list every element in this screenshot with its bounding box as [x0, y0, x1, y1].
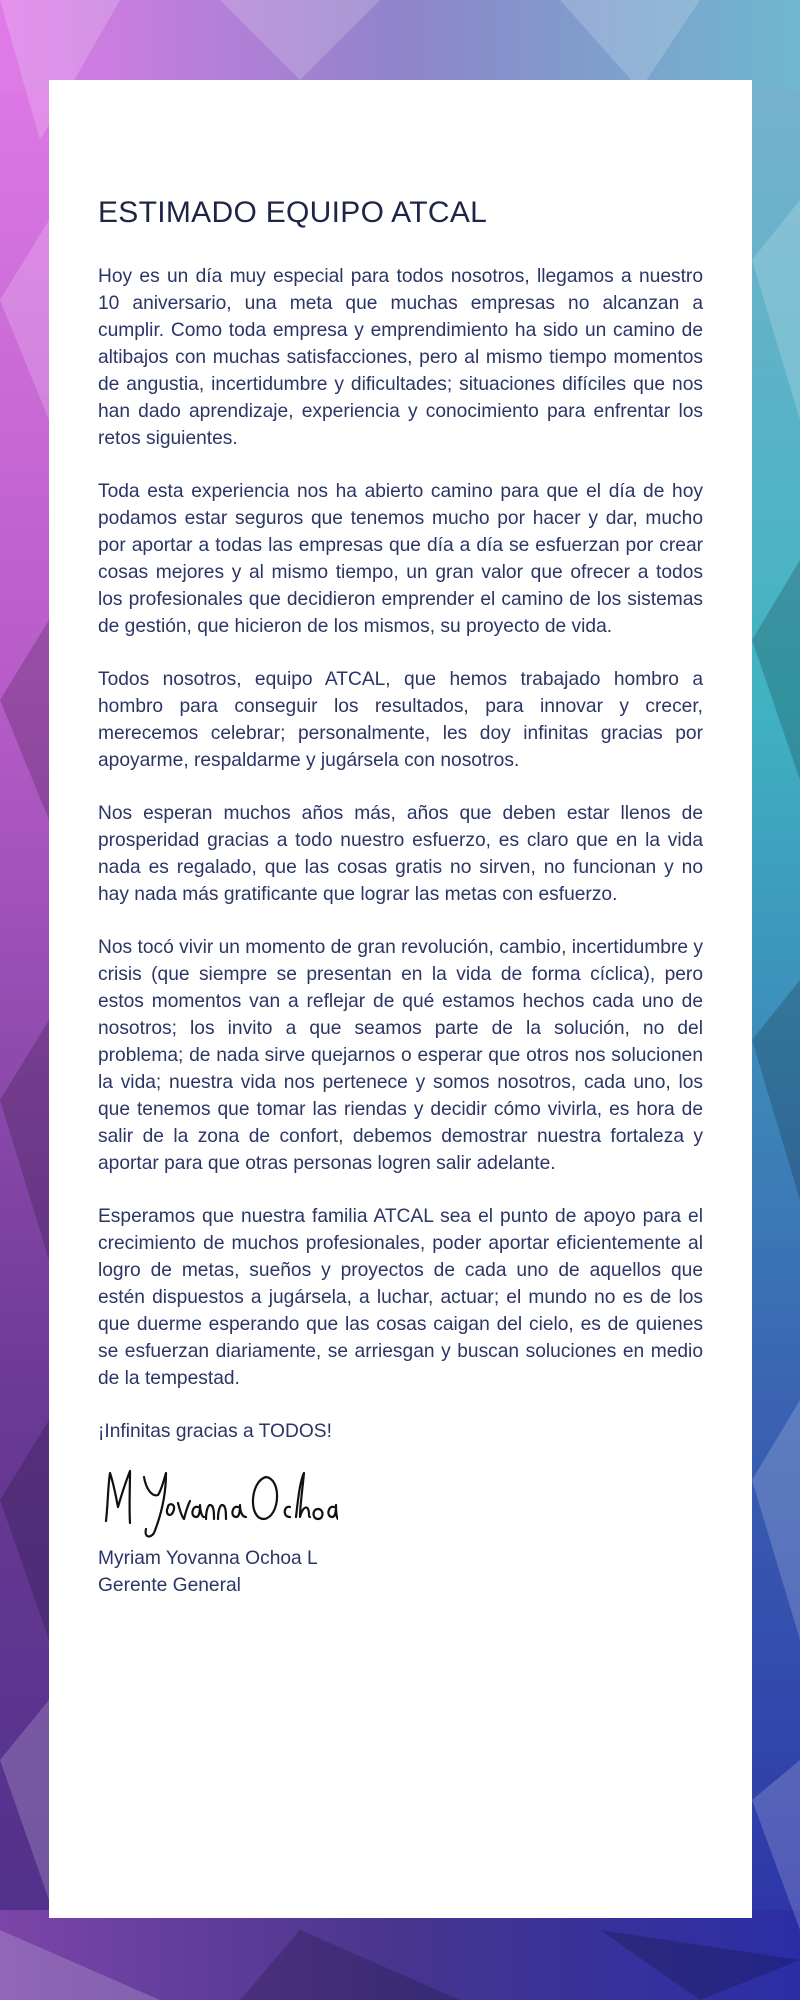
letter-paragraph-1: Hoy es un día muy especial para todos nosotros, llegamos a nuestro 10 aniversario, una meta que muchas empresas no alcanzan a cumplir. Como toda empresa y emprendimiento ha sido un camino de altibajos con muchas satisfacciones, pero al mismo tiempo momentos de angustia, incertidumbre y dificultades; situaciones difíciles que nos han dado aprendizaje, experiencia y conocimiento para enfrentar los retos siguientes.: [98, 266, 703, 449]
letter-paper: [49, 80, 752, 1918]
signer-name: Myriam Yovanna Ochoa L: [98, 1548, 318, 1569]
signer-title: Gerente General: [98, 1575, 241, 1596]
signature-icon: [98, 1463, 338, 1543]
letter-closing: ¡Infinitas gracias a TODOS!: [98, 1421, 332, 1442]
letter-paragraph-3: Todos nosotros, equipo ATCAL, que hemos trabajado hombro a hombro para conseguir los resultados, para innovar y crecer, merecemos celebrar; personalmente, les doy infinitas gracias por apoyarme, respaldarme y jugársela con nosotros.: [98, 669, 703, 771]
letter-paragraph-4: Nos esperan muchos años más, años que deben estar llenos de prosperidad gracias a todo nuestro esfuerzo, es claro que en la vida nada es regalado, que las cosas gratis no sirven, no funcionan y no hay nada más gratificante que lograr las metas con esfuerzo.: [98, 803, 703, 905]
letter-paragraph-2: Toda esta experiencia nos ha abierto camino para que el día de hoy podamos estar seguros que tenemos mucho por hacer y dar, mucho por aportar a todas las empresas que día a día se esfuerzan por crear cosas mejores y al mismo tiempo, un gran valor que ofrecer a todos los profesionales que decidieron emprender el camino de los sistemas de gestión, que hicieron de los mismos, su proyecto de vida.: [98, 481, 703, 637]
letter-paragraph-6: Esperamos que nuestra familia ATCAL sea el punto de apoyo para el crecimiento de muchos profesionales, poder aportar eficientemente al logro de metas, sueños y proyectos de cada uno de aquellos que estén dispuestos a jugársela, a luchar, actuar; el mundo no es de los que duerme esperando que las cosas caigan del cielo, es de quienes se esfuerzan diariamente, se arriesgan y buscan soluciones en medio de la tempestad.: [98, 1206, 703, 1389]
letter-paragraph-5: Nos tocó vivir un momento de gran revolución, cambio, incertidumbre y crisis (que siempre se presentan en la vida de forma cíclica), pero estos momentos van a reflejar de qué estamos hechos cada uno de nosotros; los invito a que seamos parte de la solución, no del problema; de nada sirve quejarnos o esperar que otros nos solucionen la vida; nuestra vida nos pertenece y somos nosotros, cada uno, los que tenemos que tomar las riendas y decidir cómo vivirla, es hora de salir de la zona de confort, debemos demostrar nuestra fortaleza y aportar para que otras personas logren salir adelante.: [98, 937, 703, 1174]
letter-title: ESTIMADO EQUIPO ATCAL: [98, 196, 488, 229]
